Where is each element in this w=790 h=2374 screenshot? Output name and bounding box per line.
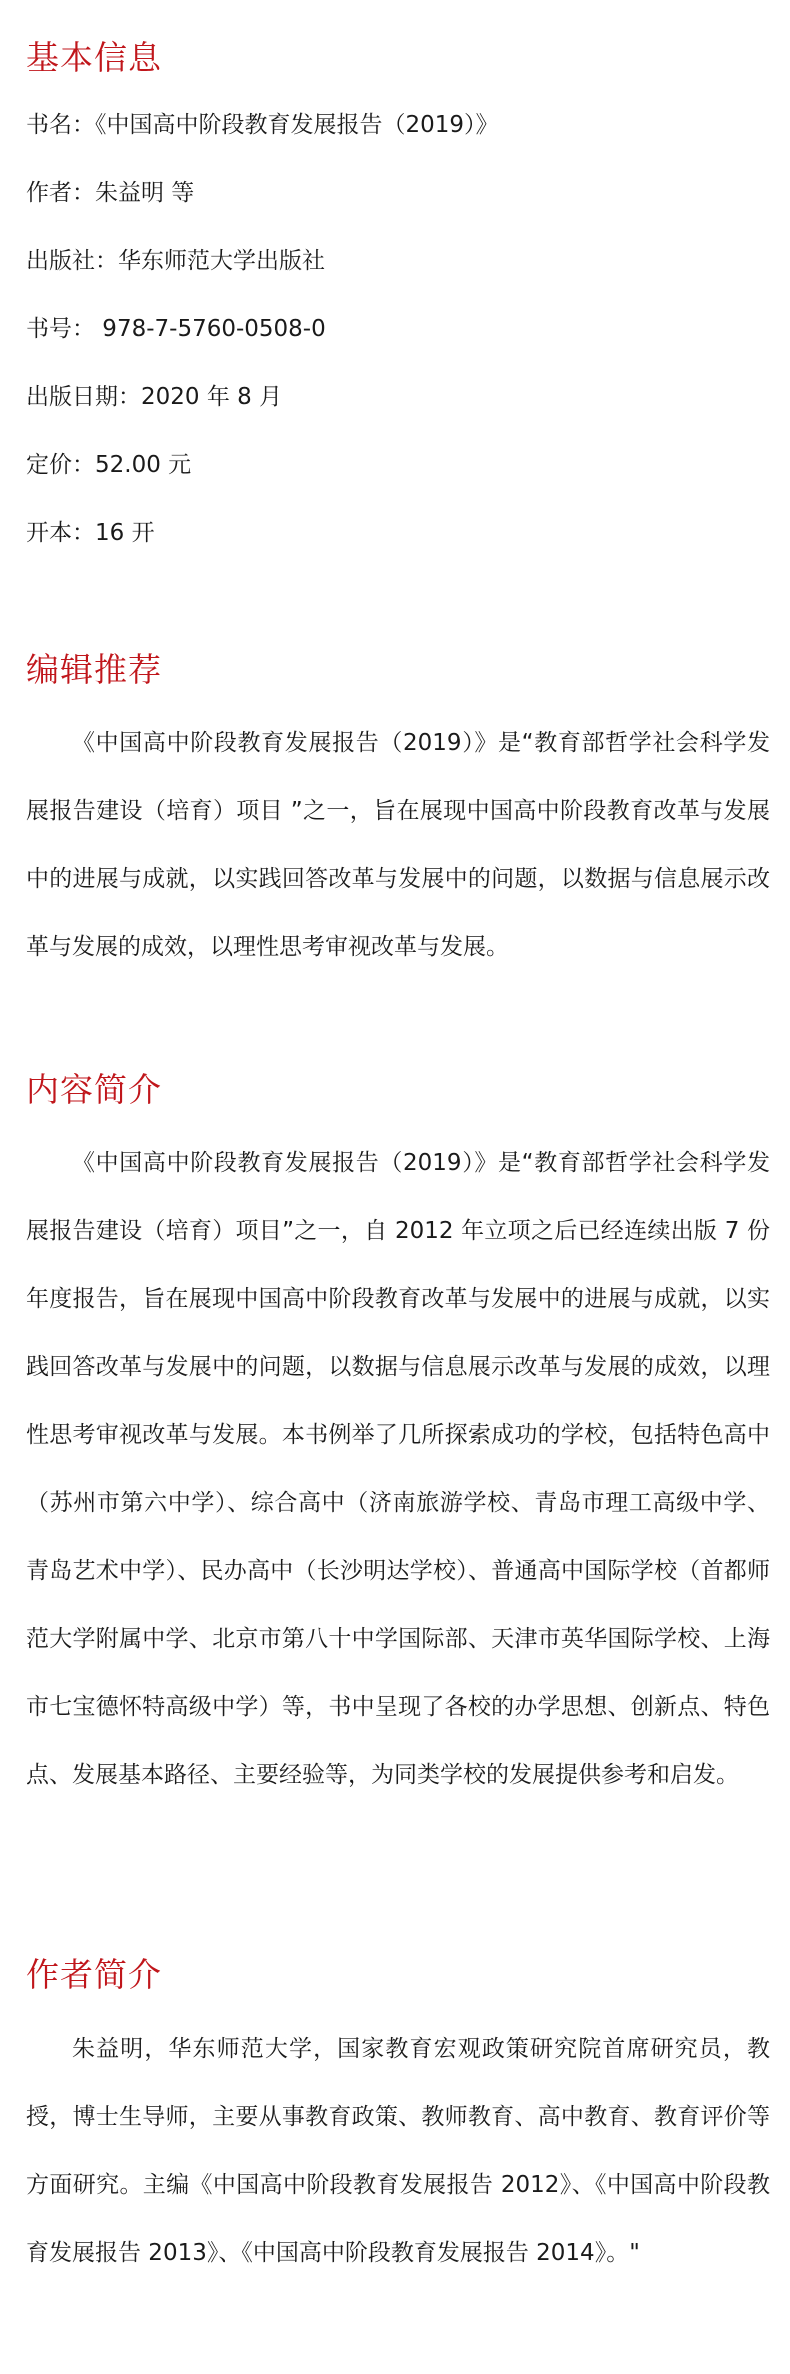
editor-recommendation-text: 《中国高中阶段教育发展报告（2019）》是“教育部哲学社会科学发展报告建设（培育）项目 ”之一，旨在展现中国高中阶段教育改革与发展中的进展与成就，以实践回答改革与发展中的问题，以数据与信息展示改革与发展的成效，以理性思考审视改革与发展。 [26, 730, 770, 960]
format-line: 开本：16 开 [26, 520, 155, 546]
author-intro-heading: 作者简介 [26, 1955, 162, 1994]
book-title-line: 书名：《中国高中阶段教育发展报告（2019）》 [26, 112, 499, 138]
pub-date-line: 出版日期：2020 年 8 月 [26, 384, 283, 410]
publisher-line: 出版社：华东师范大学出版社 [26, 248, 325, 274]
basic-info-heading: 基本信息 [26, 38, 162, 77]
price-line: 定价：52.00 元 [26, 452, 192, 478]
content-summary-heading: 内容简介 [26, 1070, 162, 1109]
editor-recommendation-heading: 编辑推荐 [26, 650, 162, 689]
author-intro-text: 朱益明，华东师范大学，国家教育宏观政策研究院首席研究员，教授，博士生导师，主要从事教育政策、教师教育、高中教育、教育评价等方面研究。主编《中国高中阶段教育发展报告 2012》、《中国高中阶段教育发展报告 2013》、《中国高中阶段教育发展报告 2014》。" [26, 2036, 770, 2266]
isbn-line: 书号： 978-7-5760-0508-0 [26, 316, 326, 342]
author-line: 作者：朱益明 等 [26, 180, 195, 206]
content-summary-text: 《中国高中阶段教育发展报告（2019）》是“教育部哲学社会科学发展报告建设（培育）项目”之一，自 2012 年立项之后已经连续出版 7 份年度报告，旨在展现中国高中阶段教育改革与发展中的进展与成就，以实践回答改革与发展中的问题，以数据与信息展示改革与发展的成效，以理性思考审视改革与发展。本书例举了几所探索成功的学校，包括特色高中（苏州市第六中学）、综合高中（济南旅游学校、青岛市理工高级中学、青岛艺术中学）、民办高中（长沙明达学校）、普通高中国际学校（首都师范大学附属中学、北京市第八十中学国际部、天津市英华国际学校、上海市七宝德怀特高级中学）等，书中呈现了各校的办学思想、创新点、特色点、发展基本路径、主要经验等，为同类学校的发展提供参考和启发。 [26, 1150, 770, 1788]
